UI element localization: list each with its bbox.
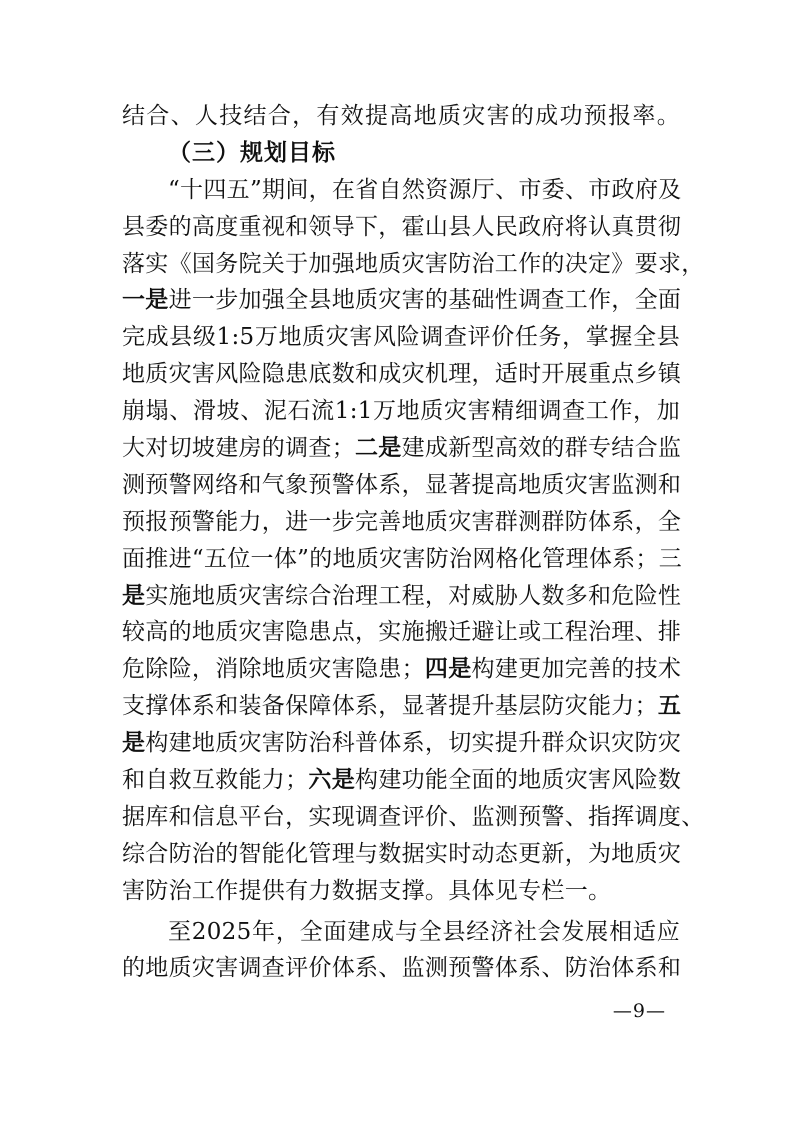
text-line: 至2025年，全面建成与全县经济社会发展相适应 bbox=[168, 918, 680, 945]
text-span: 实施地质灾害综合治理工程，对威胁人数多和危险性 bbox=[145, 582, 682, 609]
text-line bbox=[122, 725, 680, 762]
text-line: 预报预警能力，进一步完善地质灾害群测群防体系，全 bbox=[122, 508, 682, 535]
text-line bbox=[122, 688, 680, 725]
text-line: 地质灾害风险隐患底数和成灾机理，适时开展重点乡镇 bbox=[122, 361, 682, 388]
text-line: 面推进“五位一体”的地质灾害防治网格化管理体系；三 bbox=[122, 545, 683, 572]
bold-marker: 二是 bbox=[355, 434, 402, 462]
text-line: 据库和信息平台，实现调查评价、监测预警、指挥调度、 bbox=[122, 803, 705, 830]
text-span: 大对切坡建房的调查； bbox=[122, 435, 355, 462]
bold-marker: 是 bbox=[122, 729, 146, 757]
text-line bbox=[122, 651, 680, 688]
text-span: 支撑体系和装备保障体系，显著提升基层防灾能力； bbox=[122, 693, 658, 720]
bold-marker: 一是 bbox=[122, 286, 169, 314]
text-line bbox=[122, 282, 680, 319]
text-line: 县委的高度重视和领导下，霍山县人民政府将认真贯彻 bbox=[122, 213, 682, 240]
text-line: 测预警网络和气象预警体系，显著提高地质灾害监测和 bbox=[122, 471, 682, 498]
text-line: 害防治工作提供有力数据支撑。具体见专栏一。 bbox=[122, 877, 612, 904]
text-span: 构建地质灾害防治科普体系，切实提升群众识灾防灾 bbox=[145, 730, 682, 757]
text-span: 和自救互救能力； bbox=[122, 767, 309, 794]
text-span: 建成新型高效的群专结合监 bbox=[401, 435, 682, 462]
body-text bbox=[122, 98, 705, 987]
text-span: 构建更加完善的技术 bbox=[471, 656, 682, 683]
text-line: 崩塌、滑坡、泥石流1:1万地质灾害精细调查工作，加 bbox=[122, 398, 680, 425]
bold-marker: 四是 bbox=[424, 655, 472, 683]
text-line bbox=[122, 762, 680, 799]
text-line: 结合、人技结合，有效提高地质灾害的成功预报率。 bbox=[122, 103, 680, 129]
text-line bbox=[122, 578, 680, 615]
bold-marker: 是 bbox=[122, 581, 146, 609]
section-heading: （三）规划目标 bbox=[168, 138, 336, 166]
text-line bbox=[122, 430, 680, 467]
bold-marker: 五 bbox=[657, 692, 682, 720]
text-line: 综合防治的智能化管理与数据实时动态更新，为地质灾 bbox=[122, 840, 682, 867]
text-line: “十四五”期间，在省自然资源厅、市委、市政府及 bbox=[168, 176, 682, 203]
text-line: 完成县级1:5万地质灾害风险调查评价任务，掌握全县 bbox=[122, 324, 680, 351]
text-line: 较高的地质灾害隐患点，实施搬迁避让或工程治理、排 bbox=[122, 619, 682, 646]
text-line: 的地质灾害调查评价体系、监测预警体系、防治体系和 bbox=[122, 955, 682, 982]
text-line: 落实《国务院关于加强地质灾害防治工作的决定》要求， bbox=[122, 250, 705, 277]
text-span: 进一步加强全县地质灾害的基础性调查工作，全面 bbox=[168, 287, 682, 314]
bold-marker: 六是 bbox=[308, 766, 356, 794]
text-span: 构建功能全面的地质灾害风险数 bbox=[355, 767, 682, 794]
page-number: —9— bbox=[612, 1000, 666, 1022]
text-span: 危除险，消除地质灾害隐患； bbox=[122, 656, 425, 683]
